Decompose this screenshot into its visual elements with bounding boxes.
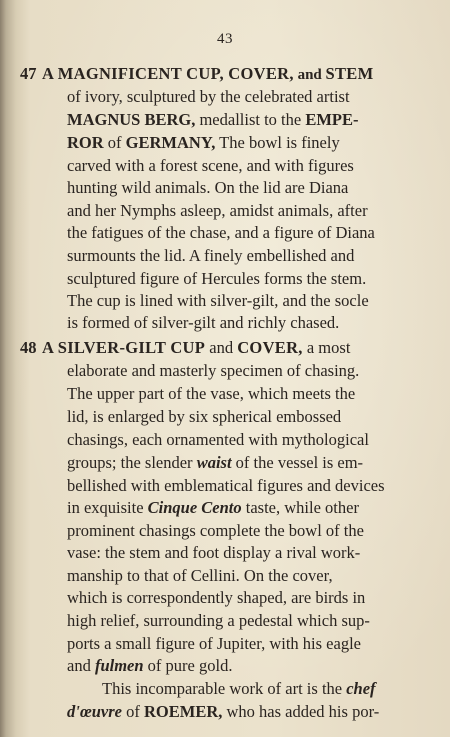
lot-48-line-7: bellished with emblematical figures and devices (67, 476, 385, 495)
lot-47-line-6: hunting wild animals. On the lid are Diana (67, 178, 349, 197)
lot-47-line-1: 47 A MAGNIFICENT CUP, COVER, and STEM (20, 64, 374, 83)
lot-48-line-9: prominent chasings complete the bowl of the (67, 521, 364, 540)
lot-47-line-2: of ivory, sculptured by the celebrated artist (67, 87, 350, 106)
lot-47-line-7: and her Nymphs asleep, amidst animals, after (67, 201, 368, 220)
lot-48-line-3: The upper part of the vase, which meets the (67, 384, 356, 403)
lot-48-line-15: and fulmen of pure gold. (67, 656, 233, 675)
lot-47-line-10: sculptured figure of Hercules forms the stem. (67, 269, 367, 288)
lot-48-line-11: manship to that of Cellini. On the cover, (67, 566, 333, 585)
lot-47-line-11: The cup is lined with silver-gilt, and the socle (67, 291, 369, 310)
lot-48-line-4: lid, is enlarged by six spherical embossed (67, 407, 342, 426)
lot-number: 48 (20, 338, 37, 357)
lot-48-line-12: which is correspondently shaped, are birds in (67, 588, 366, 607)
lot-48-line-8: in exquisite Cinque Cento taste, while other (67, 498, 359, 517)
lot-48-line-13: high relief, surrounding a pedestal which sup- (67, 611, 370, 630)
lot-47-line-8: the fatigues of the chase, and a figure of Diana (67, 223, 375, 242)
lot-48-line-16: This incomparable work of art is the chef (102, 679, 376, 698)
lot-number: 47 (20, 64, 37, 83)
lot-47-line-5: carved with a forest scene, and with figures (67, 156, 354, 175)
lot-48-line-2: elaborate and masterly specimen of chasing. (67, 361, 360, 380)
lot-48-line-6: groups; the slender waist of the vessel is em- (67, 453, 364, 472)
lot-47-line-3: MAGNUS BERG, medallist to the EMPE- (67, 110, 359, 129)
lot-48-line-14: ports a small figure of Jupiter, with his eagle (67, 634, 361, 653)
lot-47-line-12: is formed of silver-gilt and richly chased. (67, 313, 340, 332)
lot-48-line-5: chasings, each ornamented with mythological (67, 430, 369, 449)
lot-48-line-1: 48 A SILVER-GILT CUP and COVER, a most (20, 338, 351, 357)
lot-48-line-17: d'œuvre of ROEMER, who has added his por- (67, 702, 380, 721)
lot-47-line-4: ROR of GERMANY, The bowl is finely (67, 133, 340, 152)
lot-47-line-9: surmounts the lid. A finely embellished and (67, 246, 355, 265)
page-number: 43 (217, 31, 233, 47)
lot-48-line-10: vase: the stem and foot display a rival work- (67, 543, 361, 562)
